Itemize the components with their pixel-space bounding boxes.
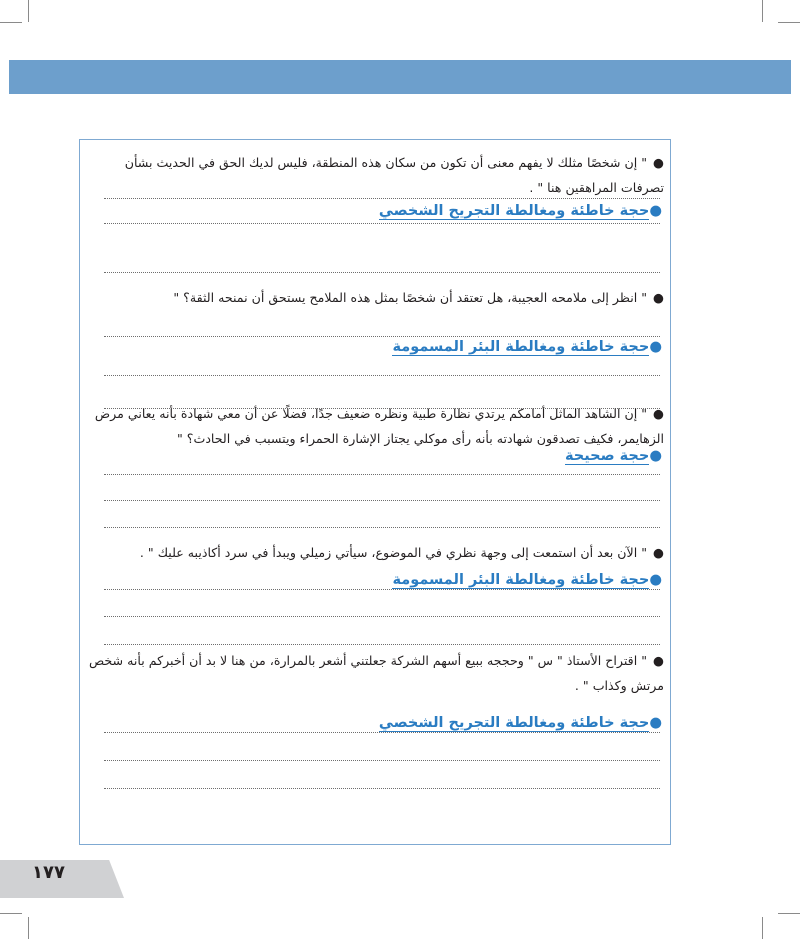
answer-5 xyxy=(379,712,662,734)
answer-line[interactable] xyxy=(104,620,660,645)
question-text: " الآن بعد أن استمعت إلى وجهة نظري في الموضوع، سيأتي زميلي ويبدأ في سرد أكاذيبه عليك " . xyxy=(139,545,647,560)
crop-mark xyxy=(778,913,800,914)
answer-line[interactable] xyxy=(104,174,660,199)
exercise-panel xyxy=(79,139,671,845)
crop-mark xyxy=(778,22,800,23)
answer-line[interactable] xyxy=(104,248,660,273)
bullet-icon: ● xyxy=(653,653,664,668)
question-3 xyxy=(79,401,664,451)
answer-text: حجة صحيحة xyxy=(564,448,650,464)
crop-mark xyxy=(762,917,763,939)
question-2 xyxy=(79,285,664,310)
page-number: ١٧٧ xyxy=(32,862,65,883)
answer-text: حجة خاطئة ومغالطة التجريح الشخصي xyxy=(378,203,650,219)
question-4 xyxy=(79,540,664,565)
answer-line[interactable] xyxy=(104,503,660,528)
answer-line[interactable] xyxy=(104,450,660,475)
question-text: " إن شخصًا مثلك لا يفهم معنى أن تكون من سكان هذه المنطقة، فليس لديك الحق في الحديث بشأن تصرفات المراهقين هنا " . xyxy=(124,155,664,195)
bullet-icon: ● xyxy=(653,406,664,421)
answer-text: حجة خاطئة ومغالطة البئر المسمومة xyxy=(392,339,650,355)
bullet-icon: ● xyxy=(653,545,664,560)
answer-bullet-icon: ● xyxy=(649,339,662,355)
question-5 xyxy=(79,648,664,698)
answer-line[interactable] xyxy=(104,312,660,337)
answer-bullet-icon: ● xyxy=(649,448,662,464)
answer-bullet-icon: ● xyxy=(649,203,662,219)
crop-mark xyxy=(762,0,763,22)
crop-mark xyxy=(0,913,22,914)
question-text: " انظر إلى ملامحه العجيبة، هل تعتقد أن شخصًا بمثل هذه الملامح يستحق أن نمنحه الثقة؟ " xyxy=(173,290,647,305)
answer-2 xyxy=(392,336,662,358)
crop-mark xyxy=(0,22,22,23)
answer-line[interactable] xyxy=(104,764,660,789)
answer-line[interactable] xyxy=(104,736,660,761)
question-text: " إن الشاهد الماثل أمامكم يرتدي نظارة طبية ونظره ضعيف جدًا، فضلًا عن أن معي شهادة بأنه يعاني مرض الزهايمر، فكيف تصدقون شهادته بأنه رأى موكلي يجتاز الإشارة الحمراء ويتسبب في الحادث؟ " xyxy=(94,406,664,446)
answer-text: حجة خاطئة ومغالطة البئر المسمومة xyxy=(392,572,650,588)
answer-1 xyxy=(379,200,662,222)
bullet-icon: ● xyxy=(653,290,664,305)
crop-mark xyxy=(28,0,29,22)
answer-line[interactable] xyxy=(104,476,660,501)
question-text: " اقتراح الأستاذ " س " وحججه ببيع أسهم الشركة جعلتني أشعر بالمرارة، من هنا لا بد أن أخبركم بأنه شخص مرتش وكذاب " . xyxy=(88,653,664,693)
answer-bullet-icon: ● xyxy=(649,572,662,588)
answer-text: حجة خاطئة ومغالطة التجريح الشخصي xyxy=(378,715,650,731)
bullet-icon: ● xyxy=(653,155,664,170)
answer-4 xyxy=(392,569,662,591)
answer-line[interactable] xyxy=(104,592,660,617)
answer-bullet-icon: ● xyxy=(649,715,662,731)
crop-mark xyxy=(28,917,29,939)
header-band xyxy=(9,60,791,94)
